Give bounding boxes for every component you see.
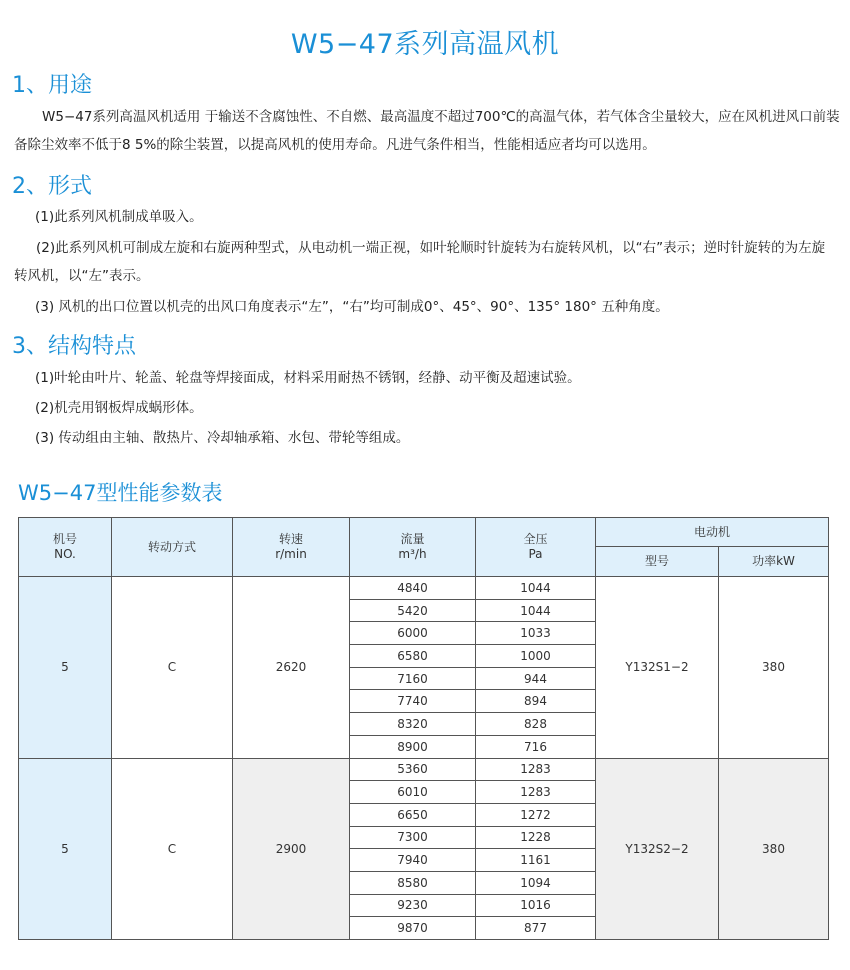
header-flow-unit: m³/h [398, 547, 427, 561]
section-heading-form: 2、形式 [12, 174, 92, 199]
cell-flow: 8900 [350, 735, 476, 758]
cell-flow: 5360 [350, 758, 476, 781]
cell-pressure: 877 [476, 917, 596, 940]
structure-item-2: (2)机壳用钢板焊成蜗形体。 [35, 400, 203, 416]
cell-flow: 6650 [350, 803, 476, 826]
form-item-2: (2)此系列风机可制成左旋和右旋两种型式，从电动机一端正视，如叶轮顺时针旋转为右旋转风机，以“右”表示；逆时针旋转的为左旋转风机，以“左”表示。 [14, 240, 826, 284]
cell-pressure: 828 [476, 713, 596, 736]
form-item-3: (3) 风机的出口位置以机壳的出风口角度表示“左”，“右”均可制成0°、45°、90°、135° 180° 五种角度。 [35, 299, 669, 315]
cell-flow: 6580 [350, 645, 476, 668]
header-pressure-unit: Pa [528, 547, 543, 561]
cell-flow: 9230 [350, 894, 476, 917]
header-pressure-label: 全压 [523, 532, 548, 546]
form-item-1: (1)此系列风机制成单吸入。 [35, 209, 203, 225]
cell-pressure: 1272 [476, 803, 596, 826]
cell-motor-model: Y132S1−2 [596, 577, 719, 759]
cell-flow: 7160 [350, 667, 476, 690]
cell-flow: 8580 [350, 871, 476, 894]
performance-table-body [19, 577, 829, 940]
header-drive [112, 518, 233, 577]
section-heading-structure: 3、结构特点 [12, 334, 136, 359]
cell-pressure: 1044 [476, 577, 596, 600]
header-machine-no-en: NO. [54, 547, 76, 561]
cell-drive: C [112, 577, 233, 759]
cell-pressure: 1033 [476, 622, 596, 645]
cell-machine-no: 5 [19, 758, 112, 940]
cell-flow: 9870 [350, 917, 476, 940]
cell-pressure: 1094 [476, 871, 596, 894]
cell-pressure: 1016 [476, 894, 596, 917]
cell-machine-no: 5 [19, 577, 112, 759]
cell-flow: 7740 [350, 690, 476, 713]
header-speed [233, 518, 350, 577]
cell-flow: 7300 [350, 826, 476, 849]
usage-paragraph: W5−47系列高温风机适用 于输送不含腐蚀性、不自燃、最高温度不超过700℃的高温气体，若气体含尘量较大，应在风机进风口前装备除尘效率不低于8 5%的除尘装置，以提高风机的使用寿命。凡进气条件相当，性能相适应者均可以选用。 [14, 109, 840, 153]
cell-pressure: 1000 [476, 645, 596, 668]
cell-pressure: 1283 [476, 781, 596, 804]
header-motor-label: 电动机 [694, 524, 731, 539]
table-title: W5−47型性能参数表 [18, 481, 223, 505]
page-title: W5−47系列高温风机 [290, 29, 560, 60]
cell-motor-power: 380 [719, 758, 829, 940]
header-motor-model-label: 型号 [644, 554, 669, 568]
cell-flow: 5420 [350, 599, 476, 622]
cell-flow: 4840 [350, 577, 476, 600]
cell-flow: 8320 [350, 713, 476, 736]
cell-flow: 6010 [350, 781, 476, 804]
cell-pressure: 1044 [476, 599, 596, 622]
cell-flow: 7940 [350, 849, 476, 872]
cell-pressure: 894 [476, 690, 596, 713]
cell-motor-power: 380 [719, 577, 829, 759]
header-machine-no-label: 机号 [52, 532, 77, 546]
header-motor-model [596, 547, 719, 577]
section-heading-usage: 1、用途 [12, 73, 92, 98]
cell-pressure: 1283 [476, 758, 596, 781]
performance-table [18, 517, 829, 940]
header-flow [350, 518, 476, 577]
structure-item-1: (1)叶轮由叶片、轮盖、轮盘等焊接面成，材料采用耐热不锈钢，经静、动平衡及超速试验。 [35, 370, 581, 386]
cell-drive: C [112, 758, 233, 940]
header-motor-power-label: 功率kW [752, 554, 795, 568]
table-row [19, 758, 829, 781]
cell-speed: 2900 [233, 758, 350, 940]
cell-pressure: 944 [476, 667, 596, 690]
header-drive-label: 转动方式 [147, 539, 196, 554]
cell-flow: 6000 [350, 622, 476, 645]
structure-item-3: (3) 传动组由主轴、散热片、冷却轴承箱、水包、带轮等组成。 [35, 430, 410, 446]
cell-pressure: 1228 [476, 826, 596, 849]
header-speed-unit: r/min [275, 547, 307, 561]
header-motor [596, 518, 829, 547]
header-machine-no [19, 518, 112, 577]
header-flow-label: 流量 [400, 532, 425, 546]
header-speed-label: 转速 [278, 532, 303, 546]
header-motor-power [719, 547, 829, 577]
cell-speed: 2620 [233, 577, 350, 759]
cell-motor-model: Y132S2−2 [596, 758, 719, 940]
header-pressure [476, 518, 596, 577]
cell-pressure: 716 [476, 735, 596, 758]
table-row [19, 577, 829, 600]
cell-pressure: 1161 [476, 849, 596, 872]
